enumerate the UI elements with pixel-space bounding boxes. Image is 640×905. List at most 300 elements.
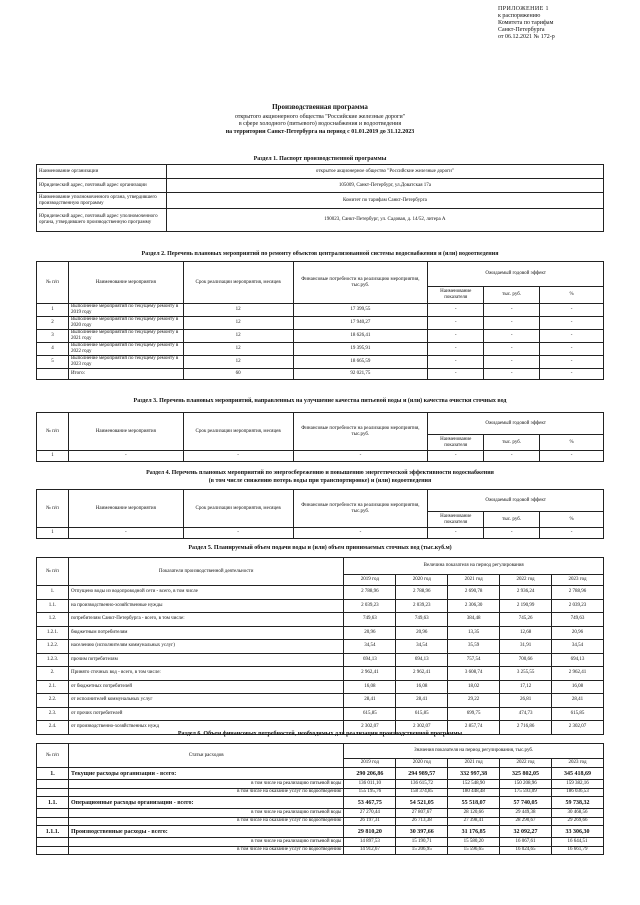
cell-name: - — [68, 451, 183, 462]
table-row — [37, 599, 604, 613]
header-thous: тыс. руб. — [484, 287, 540, 304]
cell-value: 2 302,07 — [552, 721, 604, 735]
table-row — [37, 356, 604, 369]
cell-num: 1 — [37, 528, 69, 539]
header-finance: Финансовые потребности на реализацию мероприятия, тыс.руб. — [293, 262, 428, 304]
cell-label: на производственно-хозяйственные нужды — [68, 599, 343, 613]
cell-value: 27 270,44 — [344, 809, 396, 818]
cell-value: 18,02 — [448, 680, 500, 694]
cell-value: 290 206,86 — [344, 768, 396, 780]
cell-value: 14 897,53 — [344, 838, 396, 847]
cell-value: 59 738,32 — [552, 797, 604, 809]
section6-body — [37, 768, 604, 855]
title-line: открытого акционерного общества "Российские железные дороги" — [234, 113, 406, 120]
table-row-total — [37, 369, 604, 380]
cell-label: от прочих потребителей — [68, 707, 343, 721]
table-header-row — [37, 744, 604, 759]
cell-value: 2 039,23 — [344, 599, 396, 613]
table-row — [37, 179, 604, 193]
header-indicator: Наименование показателя — [428, 435, 484, 451]
cell-finance: 17 940,27 — [293, 317, 428, 330]
cell-value: 14 912,67 — [344, 846, 396, 855]
cell-num — [37, 846, 69, 855]
cell-value: 15 190,71 — [396, 838, 448, 847]
table-row — [37, 304, 604, 317]
cell-label: от производственно-хозяйственных нужд — [68, 721, 343, 735]
cell-value: 16 661,79 — [552, 846, 604, 855]
cell-value: 3 608,74 — [448, 667, 500, 681]
cell-label: Юридический адрес, почтовый адрес организации — [37, 179, 167, 193]
cell-value: 3 255,55 — [500, 667, 552, 681]
header-indicator: Наименование показателя — [428, 512, 484, 528]
cell-value: 30 468,56 — [552, 809, 604, 818]
cell-value: 694,13 — [552, 653, 604, 667]
cell-value: 55 518,07 — [448, 797, 500, 809]
cell-value: 57 740,05 — [500, 797, 552, 809]
cell-value: 20,96 — [396, 626, 448, 640]
cell-label: в том числе на реализацию питьевой воды — [68, 838, 343, 847]
cell-value: 2 039,23 — [396, 599, 448, 613]
cell-label: потребителям Санкт-Петербурга - всего, в том числе: — [68, 613, 343, 627]
cell-value: 15 206,95 — [396, 846, 448, 855]
appendix-line: от 06.12.2021 № 172-р — [498, 34, 555, 40]
table-row-sub — [37, 780, 604, 789]
cell-value: 384,48 — [448, 613, 500, 627]
cell-value: 749,63 — [552, 613, 604, 627]
cell-period: 12 — [183, 304, 293, 317]
cell-label: в том числе на оказание услуг по водоотведению — [68, 788, 343, 797]
cell-label: Юридический адрес, почтовый адрес уполномоченного органа, утвердившего производственную программу — [37, 209, 167, 232]
cell-label: Производственные расходы - всего: — [68, 826, 343, 838]
cell-period: 12 — [183, 317, 293, 330]
cell-indicator: - — [428, 528, 484, 539]
cell-value: 13,35 — [448, 626, 500, 640]
cell-value: 16,08 — [344, 680, 396, 694]
header-pct: % — [540, 435, 604, 451]
cell-period: 60 — [183, 369, 293, 380]
cell-period: - — [183, 451, 293, 462]
cell-num: 1.2. — [37, 613, 69, 627]
title-line: Производственная программа — [272, 103, 368, 111]
cell-value: Комитет по тарифам Санкт-Петербурга — [166, 193, 603, 209]
cell-indicator: - — [428, 343, 484, 356]
cell-value: 158 374,85 — [396, 788, 448, 797]
section5-body — [37, 586, 604, 735]
cell-num: 1 — [37, 451, 69, 462]
cell-value: 35,59 — [448, 640, 500, 654]
cell-value: 159 382,16 — [552, 780, 604, 789]
header-year: 2020 год — [396, 759, 448, 768]
cell-value: 694,13 — [344, 653, 396, 667]
cell-num — [37, 838, 69, 847]
cell-finance: 92 021,75 — [293, 369, 428, 380]
table-row — [37, 613, 604, 627]
table-row — [37, 193, 604, 209]
cell-label: в том числе на реализацию питьевой воды — [68, 780, 343, 789]
cell-pct: - — [540, 451, 604, 462]
cell-value: 2 962,41 — [552, 667, 604, 681]
appendix-line: Санкт-Петербурга — [498, 27, 545, 33]
section3-title: Раздел 3. Перечень плановых мероприятий, направленных на улучшение качества питьевой воды и (или) качества очистки сточных вод — [133, 398, 507, 404]
table-row-sub — [37, 838, 604, 847]
header-group: Значения показателя на период регулирования, тыс.руб. — [344, 744, 604, 759]
table-row — [37, 330, 604, 343]
appendix-block — [498, 6, 633, 41]
header-pct: % — [540, 287, 604, 304]
header-year: 2020 год — [396, 575, 448, 586]
table-header-row — [37, 262, 604, 287]
cell-num: 4 — [37, 343, 69, 356]
cell-label: от исполнителей коммунальных услуг — [68, 694, 343, 708]
cell-finance: 18 665,59 — [293, 356, 428, 369]
header-num: № п/п — [37, 413, 69, 451]
cell-indicator: - — [428, 317, 484, 330]
cell-value: 28 290,67 — [500, 817, 552, 826]
cell-value: 757,54 — [448, 653, 500, 667]
cell-label: в том числе на реализацию питьевой воды — [68, 809, 343, 818]
cell-value: 31,91 — [500, 640, 552, 654]
cell-value: 16 067,61 — [500, 838, 552, 847]
cell-label: Операционные расходы организации - всего: — [68, 797, 343, 809]
header-num: № п/п — [37, 262, 69, 304]
cell-value: 186 036,53 — [552, 788, 604, 797]
header-name: Наименование мероприятия — [68, 262, 183, 304]
cell-value: 615,85 — [344, 707, 396, 721]
header-num: № п/п — [37, 558, 69, 586]
cell-num — [37, 780, 69, 789]
cell-pct: - — [540, 317, 604, 330]
cell-period: 12 — [183, 356, 293, 369]
cell-num: 2.3. — [37, 707, 69, 721]
cell-label: бюджетным потребителям — [68, 626, 343, 640]
cell-value: 16 644,51 — [552, 838, 604, 847]
cell-value: 474,73 — [500, 707, 552, 721]
cell-indicator: - — [428, 356, 484, 369]
cell-value: 136 615,72 — [396, 780, 448, 789]
header-year: 2019 год — [344, 759, 396, 768]
header-thous: тыс. руб. — [484, 435, 540, 451]
cell-thous: - — [484, 369, 540, 380]
table-row-main — [37, 826, 604, 838]
section4-title-line1: Раздел 4. Перечень плановых мероприятий по энергосбережению и повышению энергетической эффективности водоснабжения — [146, 470, 494, 476]
cell-indicator: - — [428, 369, 484, 380]
cell-value: 2 962,41 — [396, 667, 448, 681]
cell-finance: - — [293, 451, 428, 462]
cell-value: 28,41 — [344, 694, 396, 708]
cell-value: 2 716,86 — [500, 721, 552, 735]
table-row-main — [37, 768, 604, 780]
cell-num: 2. — [37, 667, 69, 681]
header-finance: Финансовые потребности на реализацию мероприятия, тыс.руб. — [293, 490, 428, 528]
header-year: 2019 год — [344, 575, 396, 586]
table-row — [37, 667, 604, 681]
section6-table — [36, 743, 604, 855]
cell-value: 28 120,66 — [448, 809, 500, 818]
cell-value: 615,85 — [396, 707, 448, 721]
cell-pct: - — [540, 528, 604, 539]
cell-value: 615,85 — [552, 707, 604, 721]
header-effect: Ожидаемый годовой эффект — [428, 413, 604, 435]
table-header-row — [37, 490, 604, 512]
cell-name: Выполнение мероприятий по текущему ремонту в 2022 году — [68, 343, 183, 356]
cell-period: - — [183, 528, 293, 539]
section1-table — [36, 164, 604, 232]
cell-value: 2 788,96 — [344, 586, 396, 600]
cell-value: 700,66 — [500, 653, 552, 667]
title-line: на территории Санкт-Петербурга на период с 01.01.2019 до 31.12.2023 — [225, 128, 415, 135]
cell-label: Отпущено воды из водопроводной сети - всего, в том числе — [68, 586, 343, 600]
cell-value: 2 190,99 — [500, 599, 552, 613]
header-period: Срок реализации мероприятия, месяцев — [183, 262, 293, 304]
appendix-line: к распоряжению — [498, 13, 541, 19]
cell-num: 1.1. — [37, 797, 69, 809]
section6-title: Раздел 6. Объем финансовых потребностей, необходимых для реализации производственной программы — [177, 731, 463, 737]
cell-finance: 17 399,55 — [293, 304, 428, 317]
cell-num: 2.1. — [37, 680, 69, 694]
cell-value: открытое акционерное общество "Российские железные дороги" — [166, 165, 603, 179]
cell-value: 136 011,10 — [344, 780, 396, 789]
cell-value: 294 989,57 — [396, 768, 448, 780]
cell-value: 32 092,27 — [500, 826, 552, 838]
table-row — [37, 317, 604, 330]
cell-finance: - — [293, 528, 428, 539]
cell-num: 1.2.2. — [37, 640, 69, 654]
cell-name: Выполнение мероприятий по текущему ремонту в 2020 году — [68, 317, 183, 330]
table-row — [37, 451, 604, 462]
cell-value: 2 302,07 — [396, 721, 448, 735]
cell-value: 29 449,38 — [500, 809, 552, 818]
table-row — [37, 640, 604, 654]
cell-value: 27 398,41 — [448, 817, 500, 826]
cell-pct: - — [540, 356, 604, 369]
cell-value: 26 713,38 — [396, 817, 448, 826]
cell-value: 2 936,24 — [500, 586, 552, 600]
table-row — [37, 694, 604, 708]
cell-value: 34,54 — [552, 640, 604, 654]
cell-num: 1.2.1. — [37, 626, 69, 640]
cell-num — [37, 809, 69, 818]
cell-thous: - — [484, 304, 540, 317]
cell-value: 12,68 — [500, 626, 552, 640]
cell-value: 31 176,85 — [448, 826, 500, 838]
cell-value: 190023, Санкт-Петербург, ул. Садовая, д. 14/52, литера А — [166, 209, 603, 232]
cell-value: 2 306,30 — [448, 599, 500, 613]
section2-table — [36, 261, 604, 380]
header-year: 2021 год — [448, 575, 500, 586]
cell-value: 2 962,41 — [344, 667, 396, 681]
cell-thous: - — [484, 343, 540, 356]
table-row — [37, 528, 604, 539]
header-year: 2022 год — [500, 759, 552, 768]
header-name: Наименование мероприятия — [68, 413, 183, 451]
cell-value: 694,13 — [396, 653, 448, 667]
cell-value: 29,22 — [448, 694, 500, 708]
cell-num: 2.4. — [37, 721, 69, 735]
cell-value: 17,12 — [500, 680, 552, 694]
table-row — [37, 209, 604, 232]
cell-label: в том числе на оказание услуг по водоотведению — [68, 846, 343, 855]
cell-value: 749,63 — [396, 613, 448, 627]
cell-name: Выполнение мероприятий по текущему ремонту в 2019 году — [68, 304, 183, 317]
appendix-line: Комитета по тарифам — [498, 20, 554, 26]
cell-num: 3 — [37, 330, 69, 343]
header-year: 2023 год — [552, 575, 604, 586]
table-header-row — [37, 558, 604, 575]
cell-label: Текущие расходы организации - всего: — [68, 768, 343, 780]
table-row — [37, 626, 604, 640]
section5-table — [36, 557, 604, 735]
title-line: в сфере холодного (питьевого) водоснабжения и водоотведения — [238, 121, 402, 127]
cell-thous: - — [484, 528, 540, 539]
header-effect: Ожидаемый годовой эффект — [428, 490, 604, 512]
cell-value: 29 269,66 — [552, 817, 604, 826]
header-indicator: Показатели производственной деятельности — [68, 558, 343, 586]
header-item: Статьи расходов — [68, 744, 343, 768]
cell-num: 1 — [37, 304, 69, 317]
cell-label: в том числе на оказание услуг по водоотведению — [68, 817, 343, 826]
section5-title: Раздел 5. Планируемый объем подачи воды и (или) объем принимаемых сточных вод (тыс.куб.м) — [188, 545, 452, 551]
section4-table — [36, 489, 604, 539]
header-name: Наименование мероприятия — [68, 490, 183, 528]
cell-pct: - — [540, 369, 604, 380]
section2-title: Раздел 2. Перечень плановых мероприятий по ремонту объектов централизованной системы водоснабжения и (или) водоотведения — [141, 251, 499, 257]
document-title — [80, 104, 560, 136]
cell-value: 2 788,96 — [396, 586, 448, 600]
header-num: № п/п — [37, 490, 69, 528]
cell-num: 2 — [37, 317, 69, 330]
cell-thous: - — [484, 317, 540, 330]
cell-num: 2.2. — [37, 694, 69, 708]
cell-period: 12 — [183, 330, 293, 343]
cell-thous: - — [484, 356, 540, 369]
cell-num — [37, 788, 69, 797]
cell-value: 27 807,67 — [396, 809, 448, 818]
cell-value: 26,81 — [500, 694, 552, 708]
cell-name: Выполнение мероприятий по текущему ремонту в 2021 году — [68, 330, 183, 343]
table-row — [37, 165, 604, 179]
table-row — [37, 586, 604, 600]
table-row — [37, 343, 604, 356]
cell-label: Наименование уполномоченного органа, утвердившего производственную программу — [37, 193, 167, 209]
appendix-line: ПРИЛОЖЕНИЕ 1 — [498, 6, 549, 12]
cell-indicator: - — [428, 451, 484, 462]
table-row-main — [37, 797, 604, 809]
cell-num — [37, 369, 69, 380]
cell-value: 325 802,05 — [500, 768, 552, 780]
header-period: Срок реализации мероприятия, месяцев — [183, 413, 293, 451]
header-pct: % — [540, 512, 604, 528]
cell-num: 1. — [37, 768, 69, 780]
cell-value: 30 397,66 — [396, 826, 448, 838]
cell-num: 1. — [37, 586, 69, 600]
cell-value: 33 306,30 — [552, 826, 604, 838]
cell-value: 150 208,96 — [500, 780, 552, 789]
cell-num: 5 — [37, 356, 69, 369]
table-row-sub — [37, 846, 604, 855]
header-group: Величина показателя на период регулирования — [344, 558, 604, 575]
cell-thous: - — [484, 330, 540, 343]
table-row — [37, 707, 604, 721]
cell-num: 1.2.3. — [37, 653, 69, 667]
cell-thous: - — [484, 451, 540, 462]
header-year: 2021 год — [448, 759, 500, 768]
cell-value: 155 195,76 — [344, 788, 396, 797]
cell-indicator: - — [428, 304, 484, 317]
cell-value: 29 810,20 — [344, 826, 396, 838]
cell-value: 699,75 — [448, 707, 500, 721]
cell-indicator: - — [428, 330, 484, 343]
table-row-sub — [37, 788, 604, 797]
cell-value: 745,26 — [500, 613, 552, 627]
cell-value: 20,96 — [344, 626, 396, 640]
cell-value: 16,08 — [552, 680, 604, 694]
cell-num: 1.1.1. — [37, 826, 69, 838]
cell-value: 105009, Санкт-Петербург, ул.Доватская 17а — [166, 179, 603, 193]
header-indicator: Наименование показателя — [428, 287, 484, 304]
cell-value: 332 997,38 — [448, 768, 500, 780]
cell-value: 28,41 — [552, 694, 604, 708]
cell-label: прочим потребителям — [68, 653, 343, 667]
cell-value: 54 521,05 — [396, 797, 448, 809]
cell-value: 34,54 — [396, 640, 448, 654]
header-period: Срок реализации мероприятия, месяцев — [183, 490, 293, 528]
cell-value: 2 690,78 — [448, 586, 500, 600]
table-header-row — [37, 413, 604, 435]
cell-finance: 18 626,41 — [293, 330, 428, 343]
cell-label: Наименование организации — [37, 165, 167, 179]
cell-value: 34,54 — [344, 640, 396, 654]
section4-title-line2: (в том числе снижению потерь воды при транспортировке) и (или) водоотведения — [208, 478, 432, 484]
header-thous: тыс. руб. — [484, 512, 540, 528]
header-year: 2023 год — [552, 759, 604, 768]
cell-name: Выполнение мероприятий по текущему ремонту в 2023 году — [68, 356, 183, 369]
cell-value: 152 548,90 — [448, 780, 500, 789]
header-effect: Ожидаемый годовой эффект — [428, 262, 604, 287]
cell-name: Итого: — [68, 369, 183, 380]
cell-value: 180 448,48 — [448, 788, 500, 797]
table-row-sub — [37, 809, 604, 818]
cell-finance: 19 395,91 — [293, 343, 428, 356]
cell-name: - — [68, 528, 183, 539]
cell-period: 12 — [183, 343, 293, 356]
cell-value: 2 039,23 — [552, 599, 604, 613]
cell-value: 345 418,69 — [552, 768, 604, 780]
cell-value: 20,96 — [552, 626, 604, 640]
section3-table — [36, 412, 604, 462]
header-year: 2022 год — [500, 575, 552, 586]
cell-pct: - — [540, 304, 604, 317]
header-num: № п/п — [37, 744, 69, 768]
cell-label: от бюджетных потребителей — [68, 680, 343, 694]
cell-pct: - — [540, 343, 604, 356]
header-finance: Финансовые потребности на реализацию мероприятия, тыс.руб. — [293, 413, 428, 451]
table-row-sub — [37, 817, 604, 826]
cell-value: 2 302,07 — [344, 721, 396, 735]
cell-label: населению (исполнителям коммунальных услуг) — [68, 640, 343, 654]
cell-value: 16,08 — [396, 680, 448, 694]
cell-value: 16 024,65 — [500, 846, 552, 855]
cell-value: 2 788,96 — [552, 586, 604, 600]
cell-value: 15 580,20 — [448, 838, 500, 847]
cell-value: 53 467,75 — [344, 797, 396, 809]
cell-value: 28,41 — [396, 694, 448, 708]
cell-value: 15 596,65 — [448, 846, 500, 855]
cell-value: 2 857,74 — [448, 721, 500, 735]
table-row — [37, 680, 604, 694]
table-row — [37, 653, 604, 667]
section1-title: Раздел 1. Паспорт производственной программы — [253, 156, 387, 162]
cell-label: Принято сточных вод - всего, в том числе: — [68, 667, 343, 681]
